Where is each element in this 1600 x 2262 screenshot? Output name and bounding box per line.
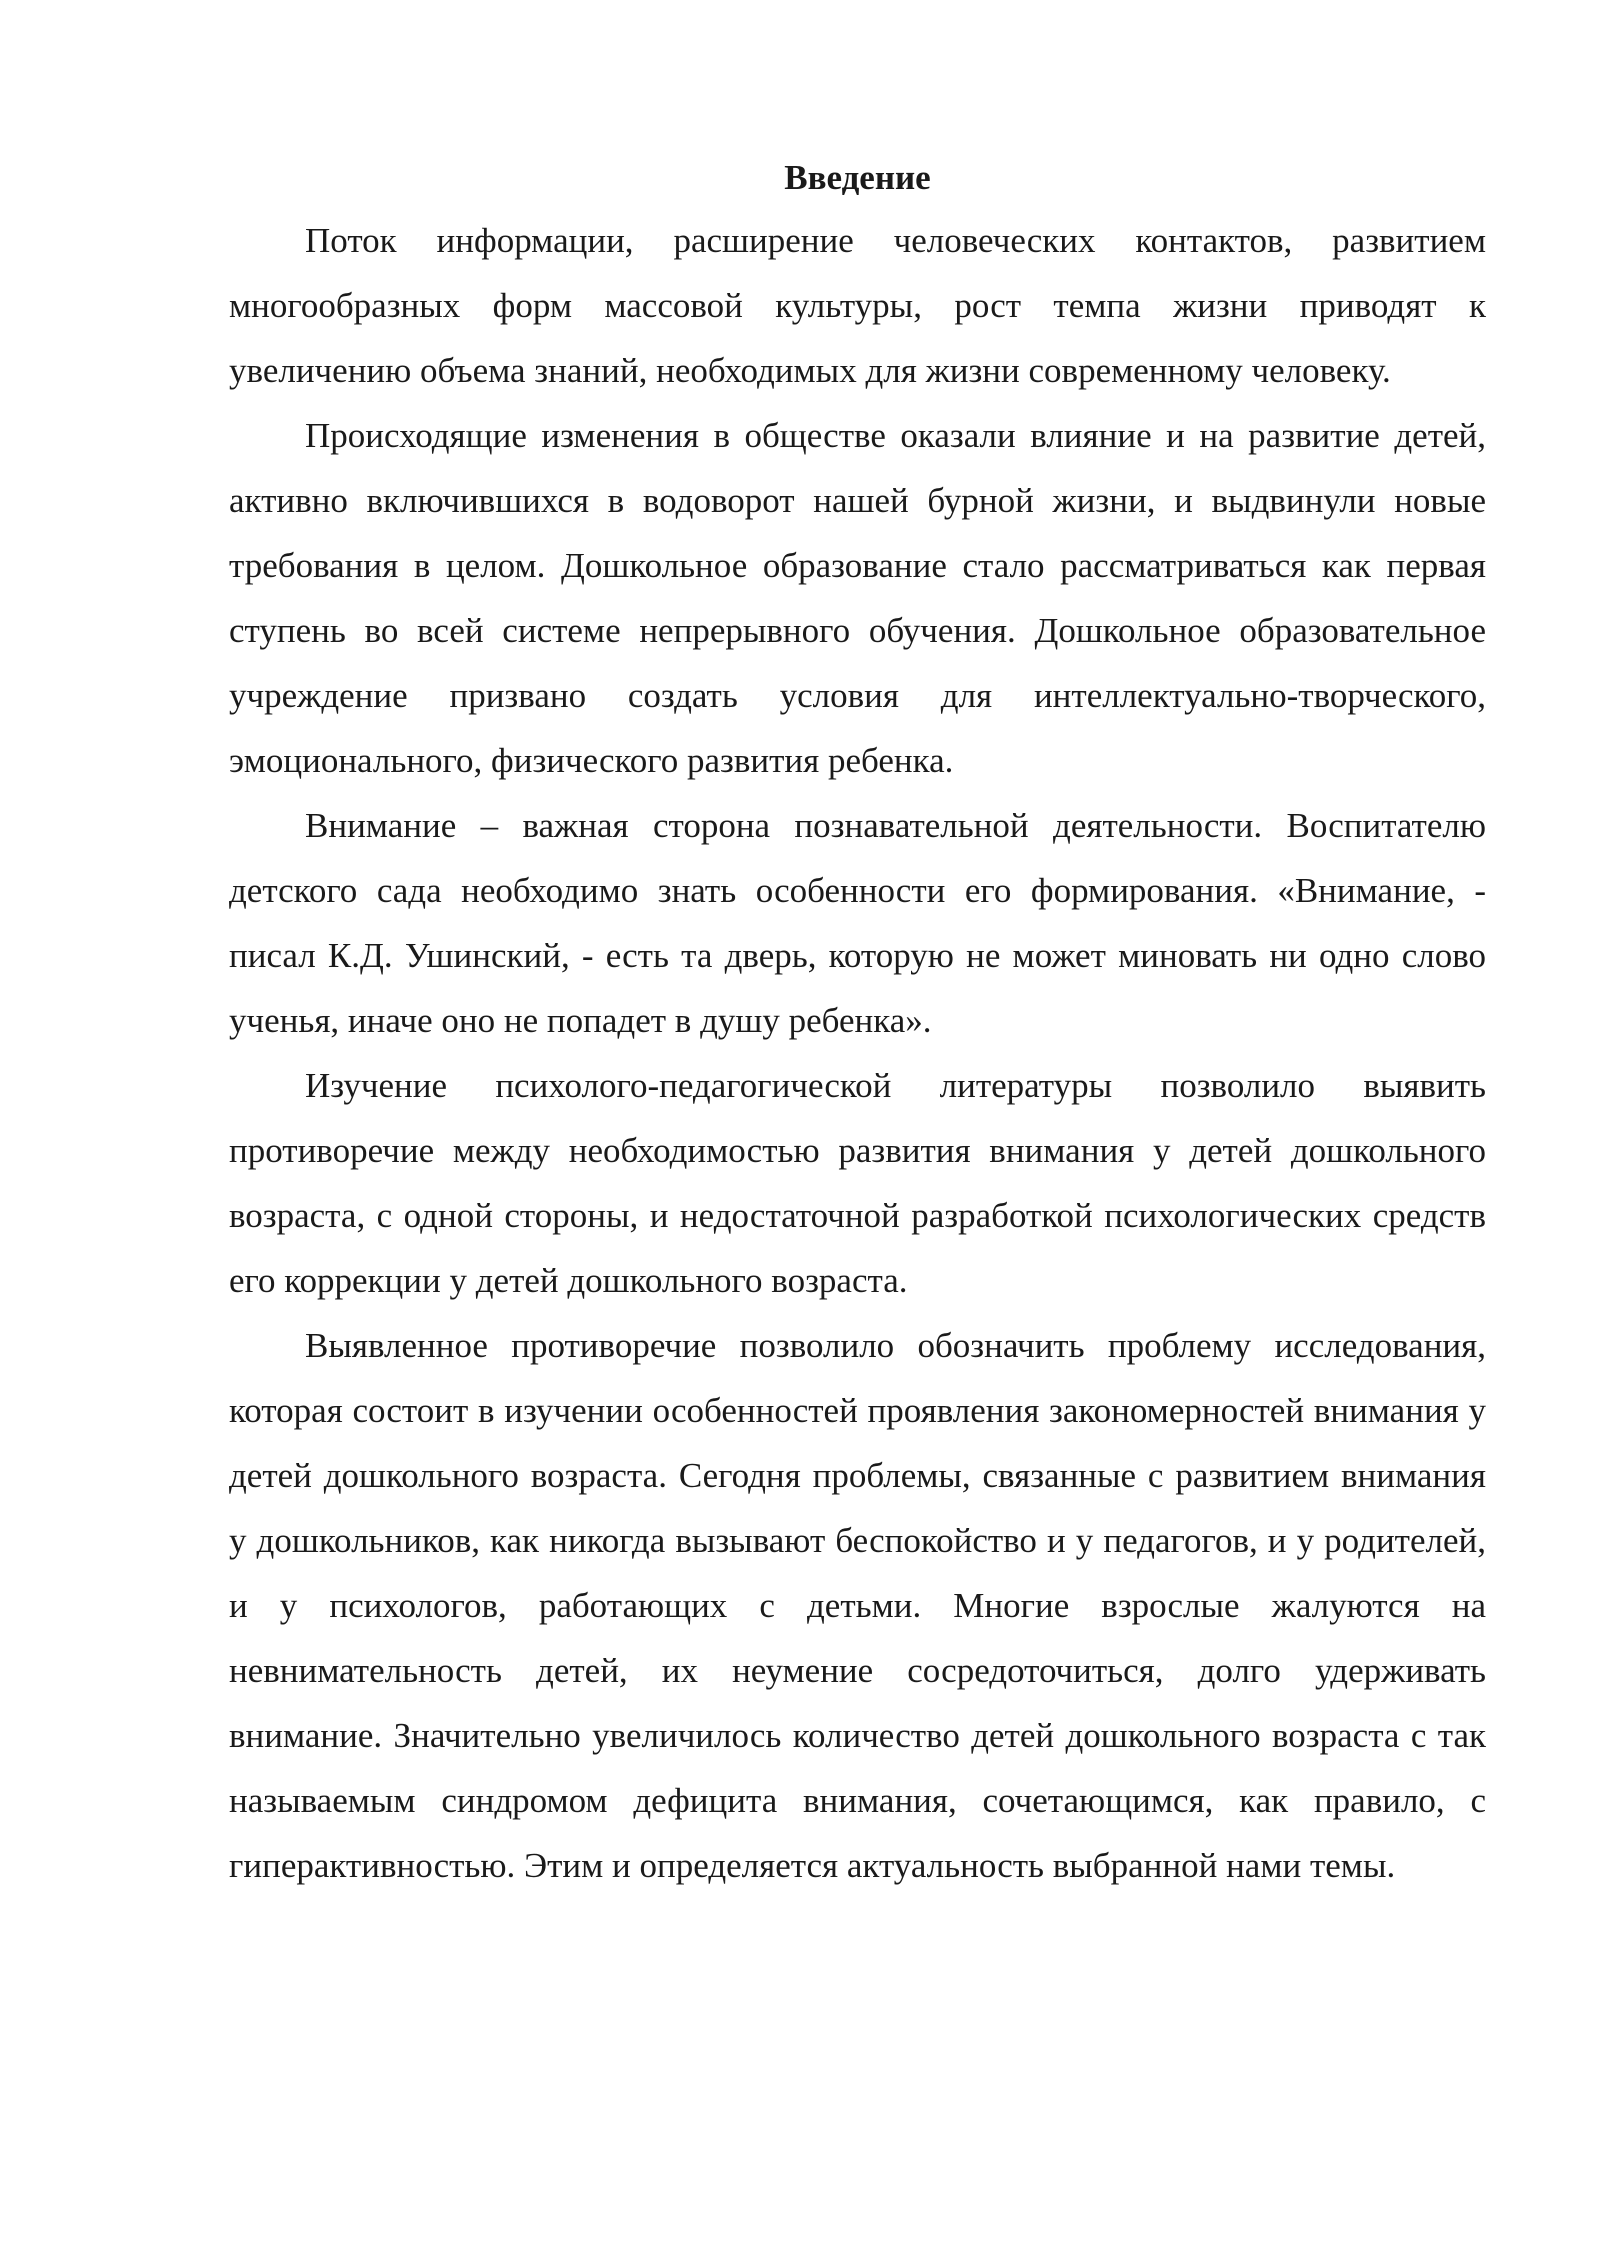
paragraph-4: Изучение психолого-педагогической литературы позволило выявить противоречие между необходимостью развития внимания у детей дошкольного возраста, с одной стороны, и недостаточной разработкой психологических средств его коррекции у детей дошкольного возраста. (229, 1066, 1486, 1300)
paragraph-1: Поток информации, расширение человеческих контактов, развитием многообразных форм массовой культуры, рост темпа жизни приводят к увеличению объема знаний, необходимых для жизни современному человеку. (229, 221, 1486, 390)
paragraph-3: Внимание – важная сторона познавательной деятельности. Воспитателю детского сада необходимо знать особенности его формирования. «Внимание, - писал К.Д. Ушинский, - есть та дверь, которую не может миновать ни одно слово ученья, иначе оно не попадет в душу ребенка». (229, 806, 1486, 1040)
page-title: Введение (784, 158, 931, 197)
paragraph-5: Выявленное противоречие позволило обозначить проблему исследования, которая состоит в изучении особенностей проявления закономерностей внимания у детей дошкольного возраста. Сегодня проблемы, связанные с развитием внимания у дошкольников, как никогда вызывают беспокойство и у педагогов, и у родителей, и у психологов, работающих с детьми. Многие взрослые жалуются на невнимательность детей, их неумение сосредоточиться, долго удерживать внимание. Значительно увеличилось количество детей дошкольного возраста с так называемым синдромом дефицита внимания, сочетающимся, как правило, с гиперактивностью. Этим и определяется актуальность выбранной нами темы. (229, 1326, 1486, 1885)
paragraph-2: Происходящие изменения в обществе оказали влияние и на развитие детей, активно включившихся в водоворот нашей бурной жизни, и выдвинули новые требования в целом. Дошкольное образование стало рассматриваться как первая ступень во всей системе непрерывного обучения. Дошкольное образовательное учреждение призвано создать условия для интеллектуально-творческого, эмоционального, физического развития ребенка. (229, 416, 1486, 780)
document-body (229, 148, 1486, 1898)
